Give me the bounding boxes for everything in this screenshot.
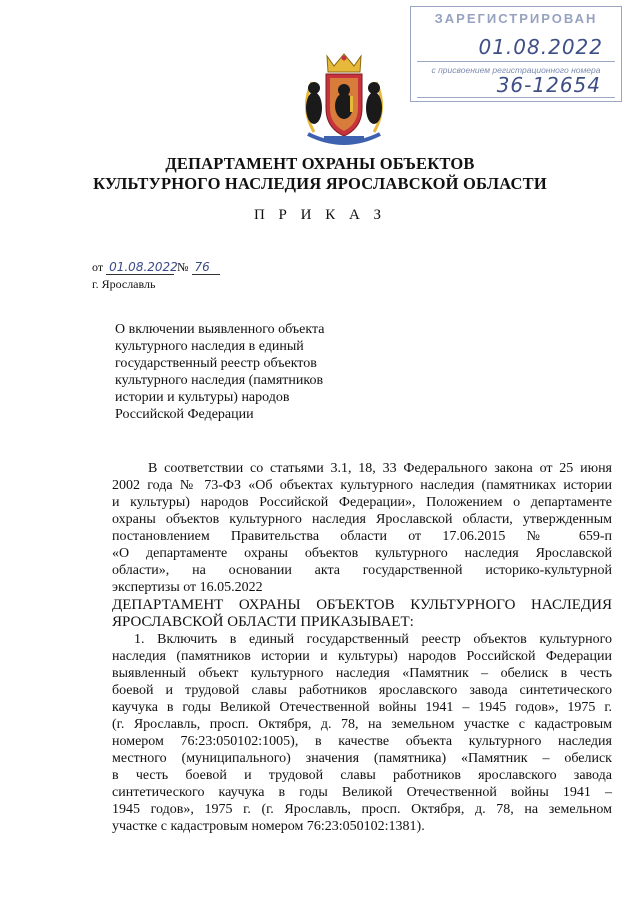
subject-line: Российской Федерации <box>115 407 254 422</box>
item1-line: 1945 годов», 1975 г. (г. Ярославль, просп. Октября, д. 78, на земельном <box>112 802 612 817</box>
department-name-line1: ДЕПАРТАМЕНТ ОХРАНЫ ОБЪЕКТОВ <box>165 154 475 173</box>
preamble-line: и культуры) народов Российской Федерации», Положением о департаменте <box>112 495 612 510</box>
subject-line: О включении выявленного объекта <box>115 322 325 337</box>
preamble-line: области», на основании акта государственной историко-культурной <box>112 563 612 578</box>
item1-line: боевой и трудовой славы работников ярославского завода синтетического <box>112 683 612 698</box>
stamp-divider <box>417 61 615 62</box>
preamble-line: «О департаменте охраны объектов культурного наследия Ярославской <box>112 546 612 561</box>
item1-line: каучука в годы Великой Отечественной войны 1941 – 1945 годов», 1975 г. <box>112 700 612 715</box>
preamble-line: постановлением Правительства области от 17.06.2015 № 659-п <box>112 529 612 544</box>
stamp-caption: с присвоением регистрационного номера <box>431 65 601 75</box>
item1-line: выявленный объект культурного наследия «Памятник – обелиск в честь <box>112 666 612 681</box>
order-date-line <box>92 260 220 275</box>
order-number-handwritten: 76 <box>192 261 220 275</box>
stamp-divider <box>417 97 615 98</box>
item1-line: в честь боевой и трудовой славы работников ярославского завода <box>112 768 612 783</box>
stamp-title: ЗАРЕГИСТРИРОВАН <box>434 11 598 26</box>
directive-line: ЯРОСЛАВСКОЙ ОБЛАСТИ ПРИКАЗЫВАЕТ: <box>112 614 414 630</box>
item1-line: участке с кадастровым номером 76:23:050102:1381). <box>112 819 425 834</box>
preamble-line: экспертизы от 16.05.2022 <box>112 580 263 595</box>
city: г. Ярославль <box>92 277 156 291</box>
preamble-line: 2002 года № 73-ФЗ «Об объектах культурного наследия (памятниках истории <box>112 478 612 493</box>
item1-line: синтетического каучука в годы Великой Отечественной войны 1941 – <box>112 785 612 800</box>
preamble-line: охраны объектов культурного наследия Ярославской области, утвержденным <box>112 512 612 527</box>
subject-line: государственный реестр объектов <box>115 356 317 371</box>
item1-line: наследия (памятников истории и культуры) народов Российской Федерации <box>112 649 612 664</box>
document-title: П Р И К А З <box>253 207 387 223</box>
item1-line: номером 76:23:050102:1005), в качестве объекта культурного наследия <box>112 734 612 749</box>
stamp-number: 36-12654 <box>496 73 601 97</box>
item1-line: 1. Включить в единый государственный реестр объектов культурного <box>134 632 612 647</box>
subject-line: культурного наследия (памятников <box>115 373 324 388</box>
preamble-line: В соответствии со статьями 3.1, 18, 33 Федерального закона от 25 июня <box>148 461 612 476</box>
registration-stamp <box>410 6 622 102</box>
directive-line: ДЕПАРТАМЕНТ ОХРАНЫ ОБЪЕКТОВ КУЛЬТУРНОГО НАСЛЕДИЯ <box>112 597 612 613</box>
stamp-date: 01.08.2022 <box>478 35 603 59</box>
subject-line: истории и культуры) народов <box>115 390 290 405</box>
number-sign: № <box>177 260 189 274</box>
item1-line: (г. Ярославль, просп. Октября, д. 78, на земельном участке с кадастровым <box>112 717 612 732</box>
date-prefix: от <box>92 260 104 274</box>
order-date-handwritten: 01.08.2022 <box>106 261 174 275</box>
subject-line: культурного наследия в единый <box>115 339 304 354</box>
department-name-line2: КУЛЬТУРНОГО НАСЛЕДИЯ ЯРОСЛАВСКОЙ ОБЛАСТИ <box>93 174 547 193</box>
coat-of-arms-icon <box>294 52 394 150</box>
item1-line: местного (муниципального) значения (памятника) «Памятник – обелиск <box>112 751 612 766</box>
